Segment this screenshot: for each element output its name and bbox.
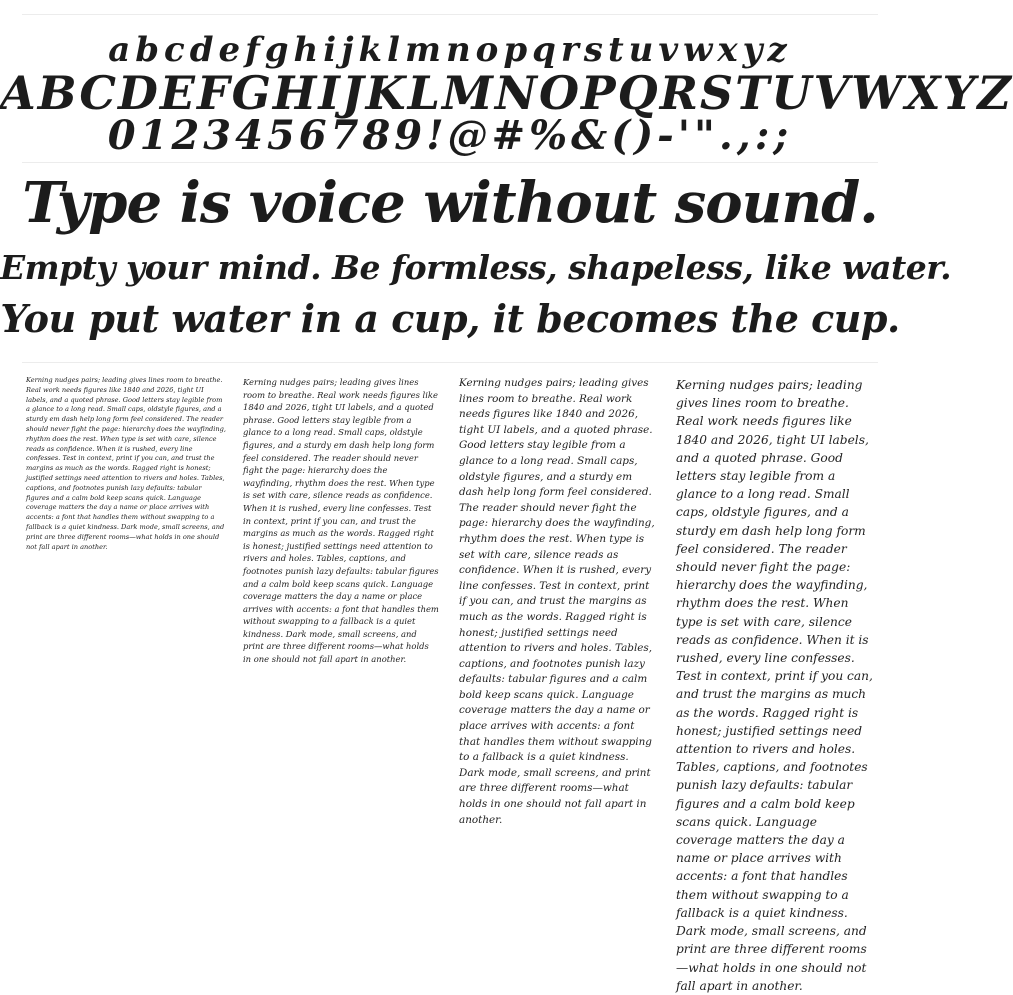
headline-medium: Empty your mind. Be formless, shapeless, like water. [0,248,952,287]
uppercase-alphabet-row: ABCDEFGHIJKLMNOPQRSTUVWXYZ [0,66,1013,120]
top-divider [22,14,878,15]
lowercase-alphabet-row: abcdefghijklmnopqrstuvwxyz [108,30,792,70]
numerals-punctuation-row: 0123456789!@#%&()-'".,:; [107,112,793,159]
paragraph-sample-large: Kerning nudges pairs; leading gives lines room to breathe. Real work needs figures like 1840 and 2026, tight UI labels, and a quoted phrase. Good letters stay legible from a glance to a long read. Small caps, oldstyle figures, and a sturdy em dash help long form feel considered. The reader should never fight the page: hierarchy does the wayfinding, rhythm does the rest. When type is set with care, silence reads as confidence. When it is rushed, every line confesses. Test in context, print if you can, and trust the margins as much as the words. Ragged right is honest; justified settings need attention to rivers and holes. Tables, captions, and footnotes punish lazy defaults: tabular figures and a calm bold keep scans quick. Language coverage matters the day a name or place arrives with accents: a font that handles them without swapping to a fallback is a quiet kindness. Dark mode, small screens, and print are three different rooms—what holds in one should not fall apart in another. [459,377,655,826]
glyph-section-divider [22,162,878,163]
paragraph-sample-medium: Kerning nudges pairs; leading gives lines room to breathe. Real work needs figures like 1840 and 2026, tight UI labels, and a quoted phrase. Good letters stay legible from a glance to a long read. Small caps, oldstyle figures, and a sturdy em dash help long form feel considered. The reader should never fight the page: hierarchy does the wayfinding, rhythm does the rest. When type is set with care, silence reads as confidence. When it is rushed, every line confesses. Test in context, print if you can, and trust the margins as much as the words. Ragged right is honest; justified settings need attention to rivers and holes. Tables, captions, and footnotes punish lazy defaults: tabular figures and a calm bold keep scans quick. Language coverage matters the day a name or place arrives with accents: a font that handles them without swapping to a fallback is a quiet kindness. Dark mode, small screens, and print are three different rooms—what holds in one should not fall apart in another. [243,377,439,665]
headline-medium-2: You put water in a cup, it becomes the cup. [0,296,900,341]
paragraph-sample-small: Kerning nudges pairs; leading gives lines room to breathe. Real work needs figures like 1840 and 2026, tight UI labels, and a quoted phrase. Good letters stay legible from a glance to a long read. Small caps, oldstyle figures, and a sturdy em dash help long form feel considered. The reader should never fight the page: hierarchy does the wayfinding, rhythm does the rest. When type is set with care, silence reads as confidence. When it is rushed, every line confesses. Test in context, print if you can, and trust the margins as much as the words. Ragged right is honest; justified settings need attention to rivers and holes. Tables, captions, and footnotes punish lazy defaults: tabular figures and a calm bold keep scans quick. Language coverage matters the day a name or place arrives with accents: a font that handles them without swapping to a fallback is a quiet kindness. Dark mode, small screens, and print are three different rooms—what holds in one should not fall apart in another. [26,376,226,551]
paragraph-sample-xlarge: Kerning nudges pairs; leading gives lines room to breathe. Real work needs figures like 1840 and 2026, tight UI labels, and a quoted phrase. Good letters stay legible from a glance to a long read. Small caps, oldstyle figures, and a sturdy em dash help long form feel considered. The reader should never fight the page: hierarchy does the wayfinding, rhythm does the rest. When type is set with care, silence reads as confidence. When it is rushed, every line confesses. Test in context, print if you can, and trust the margins as much as the words. Ragged right is honest; justified settings need attention to rivers and holes. Tables, captions, and footnotes punish lazy defaults: tabular figures and a calm bold keep scans quick. Language coverage matters the day a name or place arrives with accents: a font that handles them without swapping to a fallback is a quiet kindness. Dark mode, small screens, and print are three different rooms—what holds in one should not fall apart in another. [676,378,873,993]
headline-section-divider [22,362,878,363]
headline-large: Type is voice without sound. [22,170,878,236]
